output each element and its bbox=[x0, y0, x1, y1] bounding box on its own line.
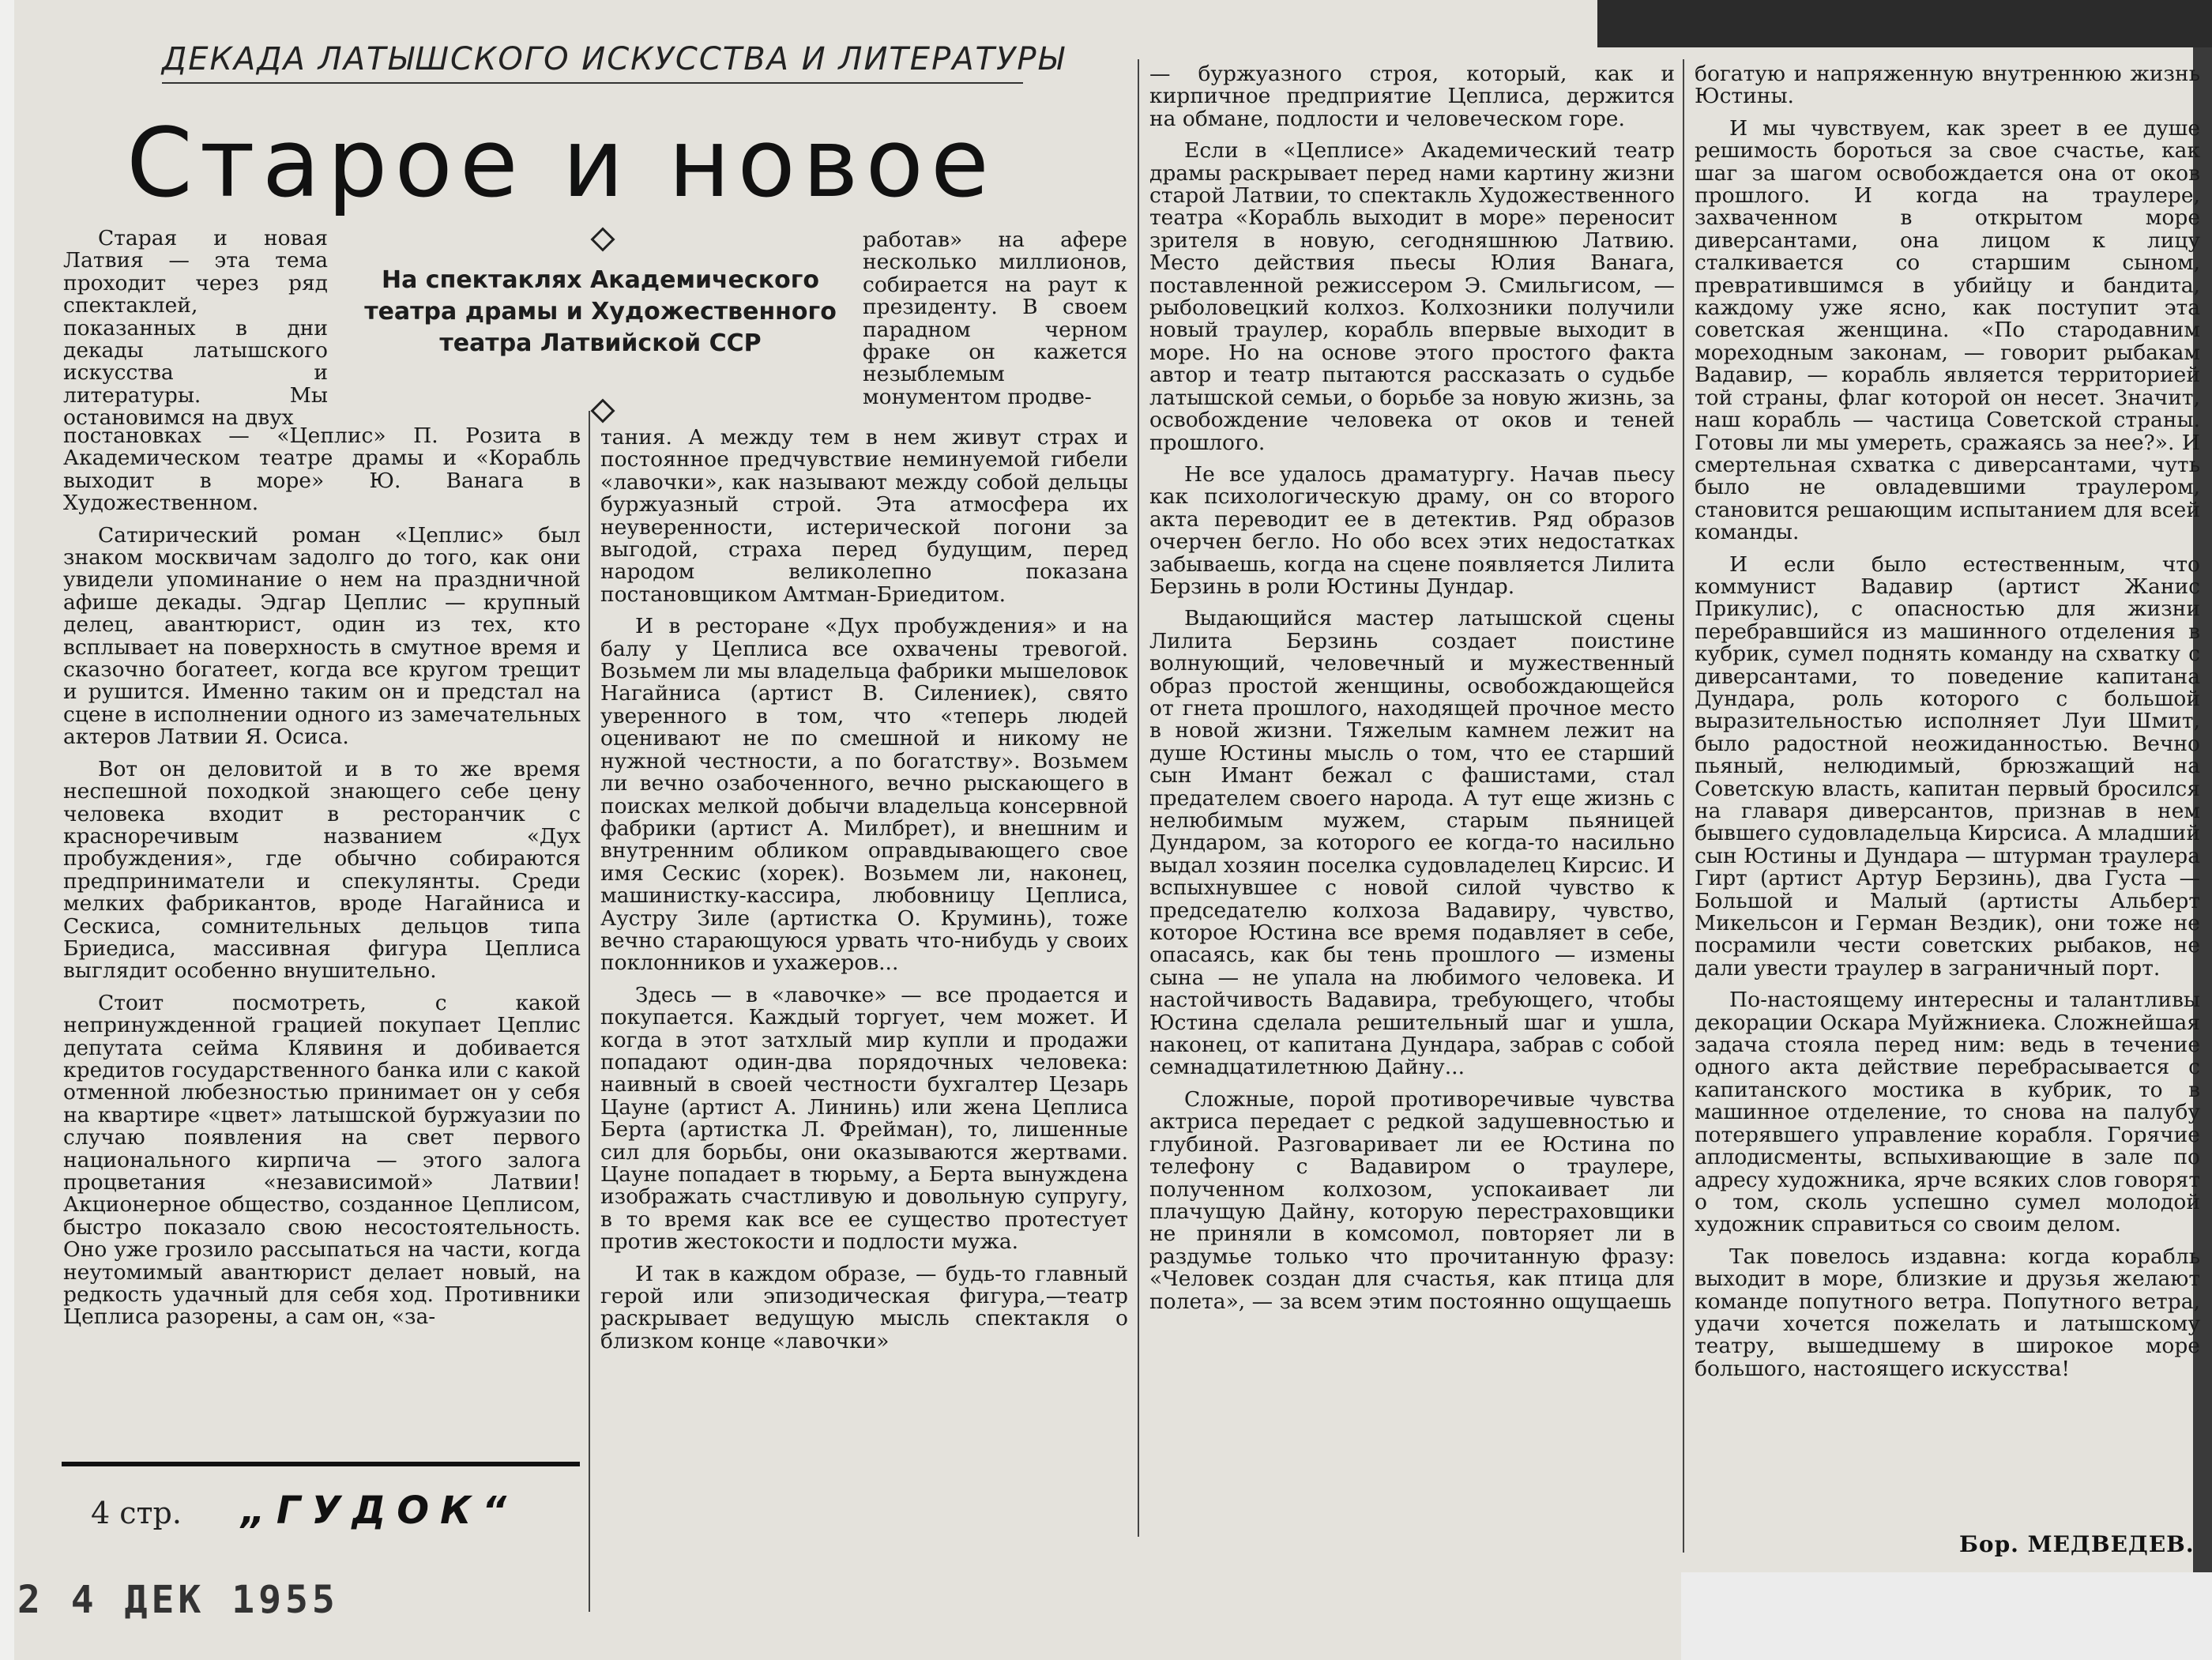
paragraph: Выдающийся мастер латышской сцены Лилита Берзинь создает поистине волнующий, человечный и мужественный образ простой женщины, освобождающейся от гнета прошлого, находящей прочное место в новой жизни. Тяжелым камнем лежит на душе Юстины мысль о том, что ее старший сын Имант бежал с фашистами, стал предателем своего народа. А тут еще жизнь с нелюбимым мужем, старым пьяницей Дундаром, за которого ее когда-то насильно выдал хозяин поселка судовладелец Кирсис. И вспыхнувшее с новой силой чувство к председателю колхоза Вадавиру, чувство, которое Юстина все время подавляет в себе, опасаясь, как бы тень прошлого — измены сына — не упала на любимого человека. И настойчивость Вадавира, требующего, чтобы Юстина сделала решительный шаг и ушла, наконец, от капитана Дундара, забрав с собой семнадцатилетнюю Дайну... bbox=[1149, 606, 1675, 1080]
paragraph: богатую и напряженную внутреннюю жизнь Юстины. bbox=[1695, 62, 2200, 109]
column-1 bbox=[63, 425, 581, 1329]
paragraph: тания. А между тем в нем живут страх и постоянное предчувствие неминуемой гибели «лавочки», как называют между собой дельцы буржуазный строй. Эта атмосфера их неуверенности, истерической погони за выгодой, страха перед будущим, перед народом великолепно показана постановщиком Амтман-Бриедитом. bbox=[600, 425, 1128, 607]
footer-rule bbox=[62, 1462, 580, 1466]
clipping-left-margin bbox=[0, 0, 14, 1660]
section-rubric: ДЕКАДА ЛАТЫШСКОГО ИСКУССТВА И ЛИТЕРАТУРЫ bbox=[162, 41, 1066, 77]
date-stamp: 2 4 ДЕК 1955 bbox=[17, 1578, 339, 1622]
newspaper-name: „ГУДОК“ bbox=[241, 1489, 518, 1533]
paragraph: По-настоящему интересны и талантливы декорации Оскара Муйжниека. Сложнейшая задача стояла перед ним: ведь в течение одного акта действие перебрасывается с капитанского мостика в кубрик, то в машинное отделение, то снова на палубу потерявшего управление корабля. Горячие аплодисменты, вспыхивающие в зале по адресу художника, ярче всяких слов говорят о том, сколь успешно сумел молодой художник справиться со своим делом. bbox=[1695, 988, 2200, 1237]
paragraph: — буржуазного строя, который, как и кирпичное предприятие Цеплиса, держится на обмане, подлости и человеческом горе. bbox=[1149, 62, 1675, 131]
paragraph: Не все удалось драматургу. Начав пьесу как психологическую драму, он со второго акта переводит ее в детектив. Ряд образов очерчен бегло. Но обо всех этих недостатках забываешь, когда на сцене появляется Лилита Берзинь в роли Юстины Дундар. bbox=[1149, 461, 1675, 599]
column-rule-2 bbox=[1138, 59, 1139, 1537]
paragraph: Сложные, порой противоречивые чувства актриса передает с редкой задушевностью и глубиной. Разговаривает ли ее Юстина по телефону с Вадавиром о траулере, полученном колхозом, успокаивает ли плачущую Дайну, которую перестраховщики не приняли в комсомол, повторяет ли в раздумье только что прочитанную фразу: «Человек создан для счастья, как птица для полета», — за всем этим постоянно ощущаешь bbox=[1149, 1086, 1675, 1314]
background-strip-top bbox=[1597, 0, 2212, 47]
paragraph: Здесь — в «лавочке» — все продается и покупается. Каждый торгует, чем может. И когда в этот затхлый мир купли и продажи попадают один-два порядочных человека: наивный в своей честности бухгалтер Цезарь Цауне (артист А. Лининь) или жена Цеплиса Берта (артистка Л. Фрейман), то, лишенные сил для борьбы, они оказываются жертвами. Цауне попадает в тюрьму, а Берта вынуждена изображать счастливую и довольную супругу, в то время как все ее существо протестует против жестокости и подлости мужа. bbox=[600, 982, 1128, 1255]
column-2-top bbox=[863, 229, 1127, 408]
paragraph: Если в «Цеплисе» Академический театр драмы раскрывает перед нами картину жизни старой Латвии, то спектакль Художественного театра «Корабль выходит в море» переносит зрителя в новую, сегодняшнюю Латвию. Место действия пьесы Юлия Ванага, поставленной режиссером Э. Смильгисом, — рыболовецкий колхоз. Колхозники получили новый траулер, корабль впервые выходит в море. Но на основе этого простого факта автор и театр пытаются рассказать о судьбе латышской семьи, о борьбе за новую жизнь, за освобождение человека от оков и теней прошлого. bbox=[1149, 138, 1675, 455]
article-title: Старое и новое bbox=[126, 109, 996, 219]
column-1-intro bbox=[63, 228, 328, 430]
paragraph: Старая и новая Латвия — эта тема проходит через ряд спектаклей, показанных в дни декады латышского искусства и литературы. Мы остановимся на двух bbox=[63, 226, 328, 431]
paragraph: постановках — «Цеплис» П. Розита в Академическом театре драмы и «Корабль выходит в море» Ю. Ванага в Художественном. bbox=[63, 423, 581, 516]
column-4 bbox=[1695, 63, 2200, 1380]
paragraph: Стоит посмотреть, с какой непринужденной грацией покупает Цеплис депутата сейма Клявиня и добивается кредитов государственного банка или с какой отменной любезностью принимает он у себя на квартире «цвет» латышской буржуазии по случаю появления на свет первого национального кирпича — этого залога процветания «независимой» Латвии! Акционерное общество, созданное Цеплисом, быстро показало свою несостоятельность. Оно уже грозило рассыпаться на части, когда неутомимый авантюрист делает новый, на редкость удачный для себя ход. Противники Цеплиса разорены, а сам он, «за- bbox=[63, 990, 581, 1330]
author-signature: Бор. МЕДВЕДЕВ. bbox=[1959, 1531, 2195, 1557]
paragraph: И так в каждом образе, — будь-то главный герой или эпизодическая фигура,—театр раскрывает ведущую мысль спектакля о близком конце «лавочки» bbox=[600, 1261, 1128, 1353]
paragraph: И мы чувствуем, как зреет в ее душе решимость бороться за свое счастье, как шаг за шагом освобождается она от оков прошлого. И когда на траулере, захваченном в открытом море диверсантами, она лицом к лицу сталкивается со старшим сыном, превратившимся в убийцу и бандита, каждому уже ясно, как поступит эта советская женщина. «По стародавним мореходным законам, — говорит рыбакам Вадавир, — корабль является территорией той страны, флаг которой он несет. Значит, наш корабль — частица Советской страны. Готовы ли мы умереть, сражаясь за нее?». И смертельная схватка с диверсантами, чуть было не овладевшими траулером, становится решающим испытанием для всей команды. bbox=[1695, 115, 2200, 545]
paragraph: Так повелось издавна: когда корабль выходит в море, близкие и друзья желают команде попутного ветра. Попутного ветра, удачи хочется пожелать и латышскому театру, вышедшему в широкое море большого, настоящего искусства! bbox=[1695, 1244, 2200, 1381]
paragraph: работав» на афере несколько миллионов, собирается на раут к президенту. В своем парадном черном фраке он кажется незыблемым монументом продве- bbox=[863, 228, 1127, 409]
column-rule-1 bbox=[589, 411, 590, 1612]
column-rule-3 bbox=[1683, 59, 1684, 1553]
rubric-underline bbox=[162, 82, 1023, 84]
article-subtitle: На спектаклях Академического театра драмы и Художественного театра Латвийской ССР bbox=[364, 266, 837, 357]
background-strip-bottom bbox=[1681, 1572, 2212, 1660]
paragraph: И если было естественным, что коммунист Вадавир (артист Жанис Прикулис), с опасностью для жизни перебравшийся из машинного отделения в кубрик, сумел поднять команду на схватку с диверсантами, то поведение капитана Дундара, роль которого с большой выразительностью исполняет Луи Шмит, было радостной неожиданностью. Вечно пьяный, нелюдимый, брюзжащий на Советскую власть, капитан первый бросился на главаря диверсантов, признав в нем бывшего судовладельца Кирсиса. А младший сын Юстины и Дундара — штурман траулера Гирт (артист Артур Берзинь), два Густа — Большой и Малый (артисты Альберт Микельсон и Герман Вездик), они тоже не посрамили чести советских рыбаков, не дали увести траулер в заграничный порт. bbox=[1695, 551, 2200, 981]
column-2 bbox=[600, 427, 1128, 1353]
paragraph: Вот он деловитой и в то же время неспешной походкой знающего себе цену человека входит в ресторанчик с красноречивым названием «Дух пробуждения», где обычно собираются предприниматели и спекулянты. Среди мелких фабрикантов, вроде Нагайниса и Сескиса, сомнительных дельцов типа Бриедиса, массивная фигура Цеплиса выглядит особенно внушительно. bbox=[63, 756, 581, 984]
page-number: 4 стр. bbox=[91, 1496, 182, 1530]
paragraph: Сатирический роман «Цеплис» был знаком москвичам задолго до того, как они увидели упоминание о нем на праздничной афише декады. Эдгар Цеплис — крупный делец, авантюрист, один из тех, кто всплывает на поверхность в смутное время и сказочно богатеет, когда все кругом трещит и рушится. Именно таким он и предстал на сцене в исполнении одного из замечательных актеров Латвии Я. Осиса. bbox=[63, 522, 581, 750]
paragraph: И в ресторане «Дух пробуждения» и на балу у Цеплиса все охвачены тревогой. Возьмем ли мы владельца фабрики мышеловок Нагайниса (артист В. Силениек), свято уверенного в том, что «теперь людей оценивают не по смешной и никому не нужной честности, а по богатству». Возьмем ли вечно озабоченного, вечно рыскающего в поисках мелкой добычи владельца консервной фабрики (артист А. Милбрет), и внешним и внутренним обликом оправдывающего свое имя Сескис (хорек). Возьмем ли, наконец, машинистку-кассира, любовницу Цеплиса, Аустру Зиле (артистка О. Круминь), тоже вечно старающуюся урвать что-нибудь у своих поклонников и ухажеров... bbox=[600, 614, 1128, 976]
column-3 bbox=[1149, 63, 1675, 1313]
